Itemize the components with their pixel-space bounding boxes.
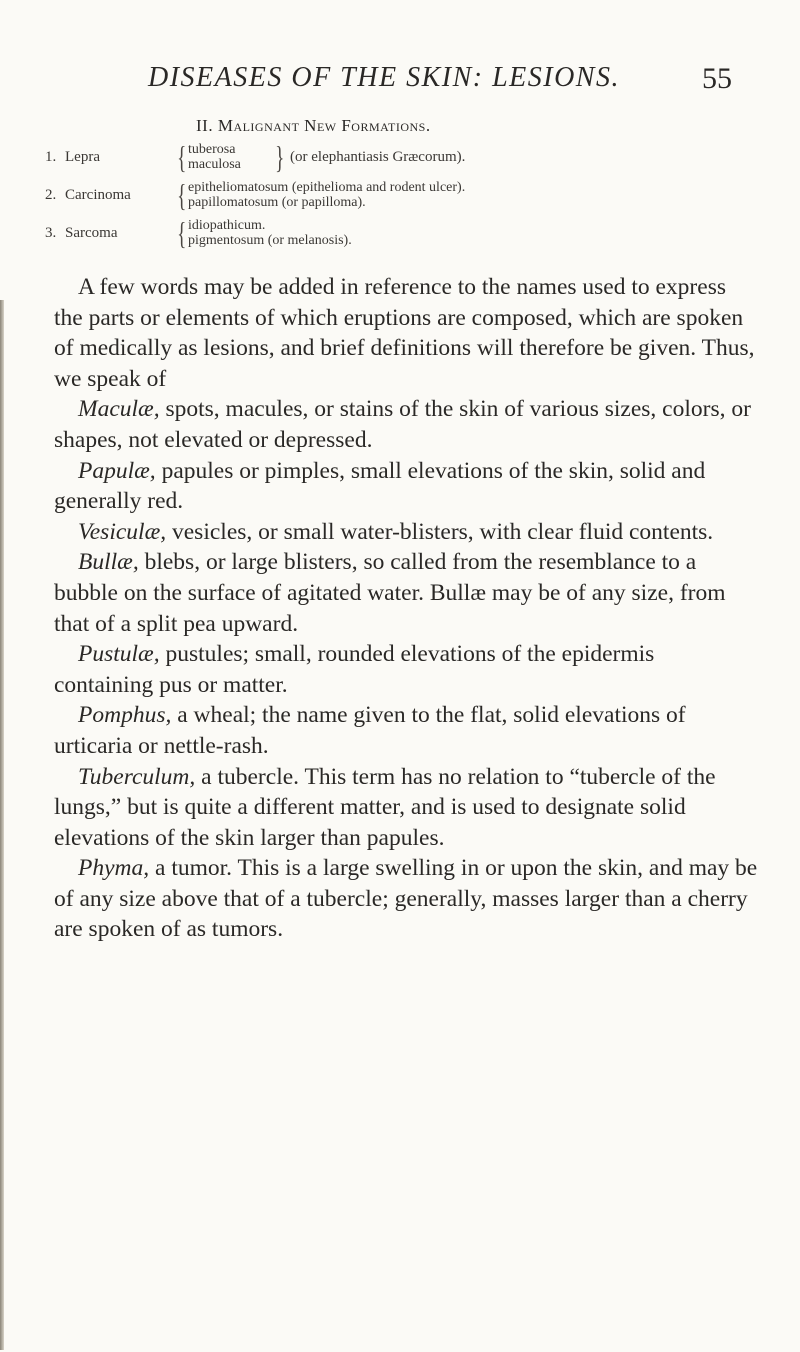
entry-name: Carcinoma [65,187,131,203]
definition-paragraph [54,394,759,455]
right-brace: } [275,139,285,175]
lesion-term: Phyma, [78,855,150,882]
lesion-term: Pustulæ, [78,641,160,668]
subtype: epitheliomatosum (epithelioma and rodent ulcer). [188,180,466,195]
lesion-definition: a tubercle. This term has no relation to “tubercle of the lungs,” but is quite a different matter, and is used to designate solid elevations of the skin larger than papules. [54,763,716,851]
left-brace: { [177,177,187,213]
definition-paragraph [54,639,759,700]
left-brace: { [177,139,187,175]
subtype: papillomatosum (or papilloma). [188,195,366,210]
page-number: 55 [702,62,732,95]
running-title: DISEASES OF THE SKIN: LESIONS. [148,62,620,93]
entry-name: Lepra [65,149,100,165]
intro-paragraph: A few words may be added in reference to the names used to express the parts or elements of which eruptions are composed, which are spoken of medically as lesions, and brief definitions will therefore be given. Thus, we speak of [54,274,755,392]
lesion-definition: a wheal; the name given to the flat, solid elevations of urticaria or nettle-rash. [54,702,686,759]
lesion-definition: pustules; small, rounded elevations of the epidermis containing pus or matter. [54,641,655,698]
lesion-term: Bullæ, [78,549,139,576]
entry-number: 1. [45,149,57,165]
subtype: tuberosa [188,142,236,157]
lesion-definition: a tumor. This is a large swelling in or upon the skin, and may be of any size above that of a tubercle; generally, masses larger than a cherry are spoken of as tumors. [54,855,758,943]
left-brace: { [177,215,187,251]
lesion-definition: papules or pimples, small elevations of the skin, solid and generally red. [54,457,706,515]
lesion-term: Pomphus, [78,702,172,729]
definition-paragraph [54,700,759,761]
body-text [54,272,759,945]
lesion-definition: spots, macules, or stains of the skin of various sizes, colors, or shapes, not elevated or depressed. [54,396,751,453]
lesion-term: Maculæ, [78,396,160,423]
definition-paragraph [54,456,759,517]
definition-paragraph [54,517,759,548]
lesion-definition: vesicles, or small water-blisters, with clear fluid contents. [166,518,714,545]
lesion-definition: blebs, or large blisters, so called from the resemblance to a bubble on the surface of agitated water. Bullæ may be of any size, from that of a split pea upward. [54,549,726,637]
section-heading: II. Malignant New Formations. [196,116,431,135]
lesion-term: Vesiculæ, [78,518,167,545]
lesion-term: Tuberculum, [78,763,196,790]
subtype: maculosa [188,157,241,172]
entry-number: 2. [45,187,57,203]
entry-name: Sarcoma [65,225,118,241]
definition-paragraph [54,762,759,854]
definition-paragraph [54,547,759,639]
page-edge-shadow [0,300,4,1350]
classification-entry-lepra [0,140,800,176]
page-header [0,62,800,102]
entry-number: 3. [45,225,57,241]
entry-note: (or elephantiasis Græcorum). [290,149,466,165]
definition-paragraph [54,853,759,945]
subtype: idiopathicum. [188,218,266,233]
subtype: pigmentosum (or melanosis). [188,233,352,248]
classification-entry-sarcoma [0,216,800,252]
classification-entry-carcinoma [0,178,800,214]
lesion-term: Papulæ, [78,457,156,484]
